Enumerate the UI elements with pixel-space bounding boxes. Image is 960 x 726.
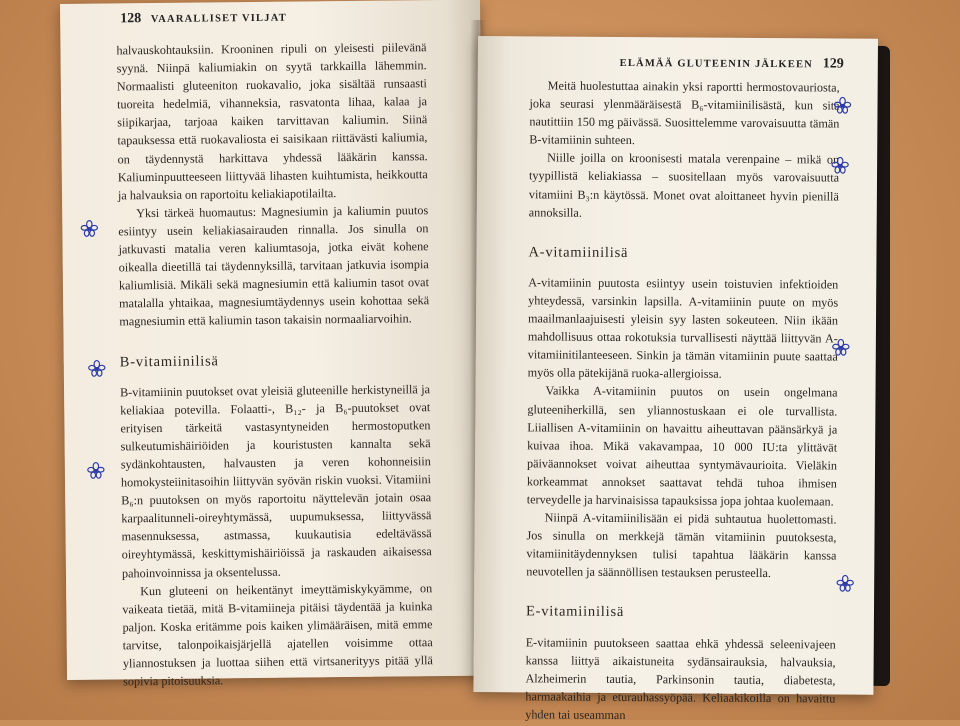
left-running-head — [120, 10, 287, 28]
left-text-column — [116, 38, 433, 690]
paragraph: halvauskohtauksiin. Krooninen ripuli on yleisesti piilevänä syynä. Niinpä kaliumiakin on syytä tarkkailla lähemmin. Normaalisti gluteeniton ruokavalio, joka sisältää runsaasti tuoreita hedelmiä, vihanneksia, rasvatonta lihaa, kalaa ja siipikarjaa, tarjoaa kaiken tarvittavan kaliumin. Siinä tapauksessa että ruokavaliosta ei saisikaan riittävästi kaliumia, on täydennystä harkittava yhdessä lääkärin kanssa. Kaliuminpuutteeseen liittyvää lihasten kuihtumista, heikkoutta ja halvauksia on raportoitu keliakiapotilailta. — [116, 40, 428, 203]
paragraph: B-vitamiinin puutokset ovat yleisiä gluteenille herkistyneillä ja keliakiaa potevilla. Folaatti-, B₁₂- ja B₆-puutokset ovat erityisen tärkeitä vastasyntyneiden hermostoputken sulkeutumishäiriöiden ja kouristusten kannalta sekä sydänkohtausten, halvausten ja veren kohonneisiin homokysteiinitasoihin liittyvän syövän riskin vuoksi. Vitamiini B₆:n puutoksen on myös raportoitu näyttelevän jotain osaa karpaalitunneli-oireyhtymässä, uupumuksessa, liittyvässä masennuksessa, astmassa, kuukautisia edeltävässä oireyhtymässä, keskittymishäiriöissä ja raskauden aikaisessa pahoinvoinnissa ja oksentelussa. — [119, 381, 432, 580]
paragraph: Vaikka A-vitamiinin puutos on usein ongelmana gluteeniherkillä, sen yliannostuskaan ei ole turvallista. Liiallisen A-vitamiinin on havaittu aiheuttavan päänsärkyä ja kuivaa ihoa. Mikä vakavampaa, 10 000 IU:ta ylittävät päiväannokset voivat aiheuttaa syntymävaurioita. Vieläkin korkeammat annokset saattavat tehdä tuhoa ihmisen terveydelle ja harvinaisissa tapauksissa jopa johtaa kuolemaan. — [526, 383, 838, 509]
left-running-title: VAARALLISET VILJAT — [150, 12, 287, 26]
paragraph: Meitä huolestuttaa ainakin yksi raportti hermostovauriosta, joka seurasi ylenmääräisestä B₆-vitamiinilisästä, kun sitä nautittiin 150 mg päivässä. Suosittelemme varovaisuutta tämän B-vitamiinin suhteen. — [529, 78, 840, 148]
right-running-title: ELÄMÄÄ GLUTEENIN JÄLKEEN — [619, 57, 814, 71]
paragraph: Kun gluteeni on heikentänyt imeyttämiskykyämme, on vaikeata tietää, mitä B-vitamiineja pitäisi täydentää ja kuinka paljon. Koska eritämme pois kaiken ylimääräisen, mitä emme tarvitse, talonpoikaisjärjellä ajatellen voisimme ottaa yliannostuksen ja luottaa siihen että virtsanerityys pitää yllä sopivia pitoisuuksia. — [122, 580, 433, 689]
right-page-number: 129 — [822, 56, 844, 72]
flower-doodle-icon — [833, 96, 851, 114]
paragraph: E-vitamiinin puutokseen saattaa ehkä yhdessä seleenivajeen kanssa liittyä aikaistuneita sydänsairauksia, halvauksia, Alzheimerin tautia, Parkinsonin tautia, diabetesta, harmaakaihia ja eturauhassyöpää. Keliaakikoilla on havaittu yhden tai useamman — [525, 634, 836, 722]
flower-doodle-icon — [87, 462, 105, 480]
section-heading-b: B-vitamiinilisä — [119, 352, 219, 370]
section-heading-a: A-vitamiinilisä — [528, 244, 629, 261]
section-heading-e: E-vitamiinilisä — [525, 603, 625, 621]
right-page — [473, 36, 878, 722]
right-text-column — [525, 76, 840, 725]
paragraph: Niinpä A-vitamiinilisään ei pidä suhtautua huolettomasti. Jos sinulla on merkkejä tämän vitamiinin puutoksesta, vitamiinitäydennyksen tulisi tapahtua lääkärin kanssa neuvotellen ja säännöllisen testauksen perusteella. — [526, 510, 837, 581]
left-page-number: 128 — [120, 11, 142, 27]
paragraph: Niille joilla on kroonisesti matala verenpaine – mikä on tyypillistä keliakiassa – suositellaan myös varovaisuutta vitamiini B₃:n käytössä. Monet ovat aloittaneet hyvin pienillä annoksilla. — [528, 150, 840, 220]
paragraph: A-vitamiinin puutosta esiintyy usein toistuvien infektioiden yhteydessä, varsinkin lapsilla. A-vitamiinin puute on myös maailmanlaajuisesti yleisin syy lasten sokeuteen. Niin ikään mahdollisuus ottaa rokotuksia turvallisesti näyttää liittyvän A-vitamiinitilanteeseen. Sinkin ja tämän vitamiinin puute saattaa myös olla pätekijänä ruoka-allergioissa. — [527, 275, 839, 382]
flower-doodle-icon — [80, 220, 98, 238]
flower-doodle-icon — [88, 360, 106, 378]
paragraph: Yksi tärkeä huomautus: Magnesiumin ja kaliumin puutos esiintyy usein keliakiasairauden rinnalla. Jos sinulla on jatkuvasti matalia veren kaliumtasoja, jotka eivät kohene oikealla dieetillä tai täydennyksillä, tarvitaan jatkuvia isompia kaliumlisiä. Mikäli sekä magnesiumin että kaliumin tasot ovat matalalla yhtaikaa, magnesiumtäydennys usein kohottaa sekä magnesiumin että kaliumin tason takaisin normaaliarvoihin. — [118, 202, 430, 329]
flower-doodle-icon — [836, 575, 854, 593]
right-running-head — [620, 55, 844, 73]
flower-doodle-icon — [831, 156, 849, 174]
left-page — [60, 0, 487, 689]
flower-doodle-icon — [832, 338, 850, 356]
